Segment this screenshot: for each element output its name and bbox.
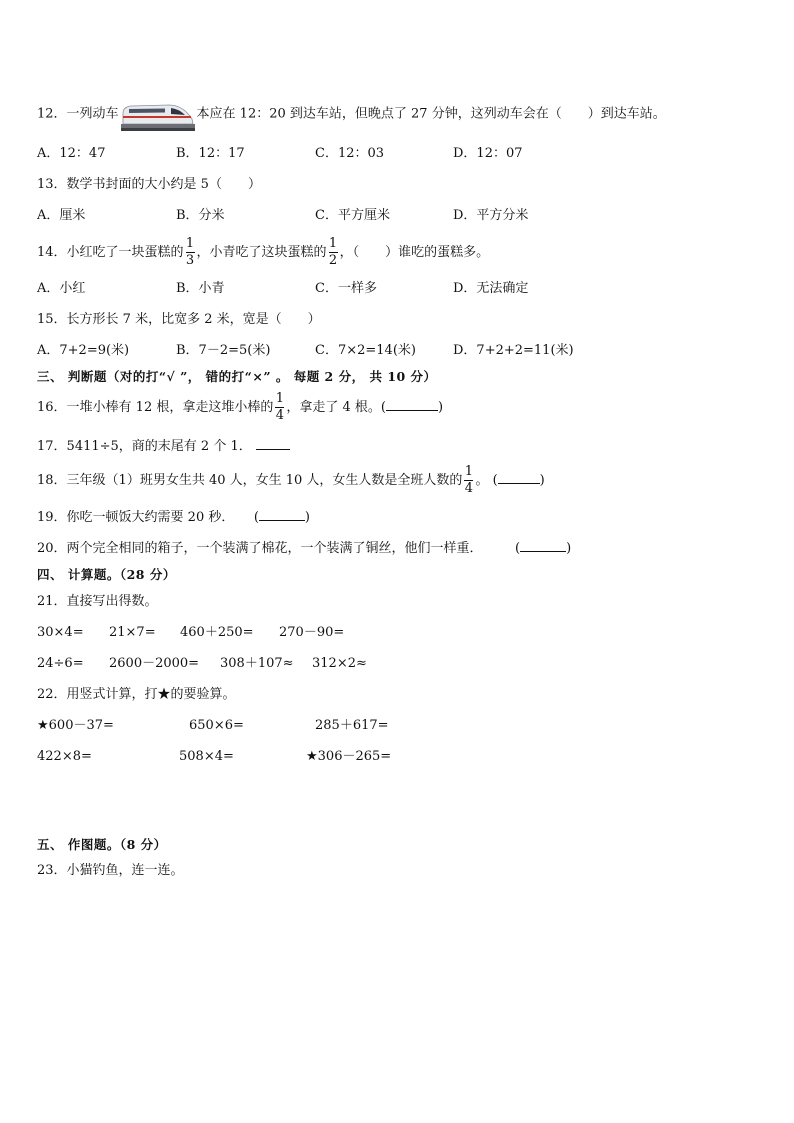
q19-answer-blank[interactable] — [259, 520, 305, 521]
q22-item: 422×8= — [37, 749, 92, 764]
question-12 — [37, 97, 666, 131]
q12-text-before: 12．一列动车 — [37, 106, 119, 122]
q20-part1: 20．两个完全相同的箱子，一个装满了棉花，一个装满了铜丝，他们一样重． ( — [37, 541, 521, 556]
q18-frac-den: 4 — [464, 481, 474, 496]
q17-answer-blank[interactable] — [256, 449, 290, 450]
question-18 — [37, 464, 545, 498]
q14-option-a[interactable]: A．小红 — [37, 281, 86, 296]
q21-item: 30×4= — [37, 625, 84, 640]
q19-part1: 19．你吃一顿饭大约需要 20 秒． ( — [37, 510, 259, 525]
q16-part1: 16．一堆小棒有 12 根，拿走这堆小棒的 — [37, 400, 274, 415]
fraction-one-quarter — [275, 392, 284, 423]
q14-part1: 14．小红吃了一块蛋糕的 — [37, 245, 184, 260]
q15-option-a[interactable]: A．7+2=9(米) — [37, 343, 130, 358]
q15-option-b[interactable]: B．7－2=5(米) — [176, 343, 271, 358]
q15-option-d[interactable]: D．7+2+2=11(米) — [453, 343, 574, 358]
q16-frac-num: 1 — [275, 391, 284, 406]
q20-part2: ) — [566, 541, 572, 556]
q14-part2: ，小青吃了这块蛋糕的 — [196, 245, 327, 260]
q12-option-c[interactable]: C．12：03 — [315, 146, 385, 161]
section-4-heading: 四、 计算题。（28 分） — [37, 567, 176, 582]
q13-option-c[interactable]: C．平方厘米 — [315, 208, 390, 223]
question-21: 21．直接写出得数。 — [37, 594, 158, 609]
question-20 — [37, 540, 571, 558]
q14-option-d[interactable]: D．无法确定 — [453, 281, 529, 296]
q21-item: 312×2≈ — [312, 656, 367, 671]
q12-option-d[interactable]: D．12：07 — [453, 146, 523, 161]
q22-item: 650×6= — [189, 718, 244, 733]
question-16 — [37, 391, 443, 425]
q14-frac2-num: 1 — [328, 236, 338, 251]
section-5-heading: 五、 作图题。（8 分） — [37, 837, 167, 852]
q14-option-c[interactable]: C．一样多 — [315, 281, 377, 296]
question-19 — [37, 509, 310, 527]
q12-option-a[interactable]: A．12：47 — [37, 146, 106, 161]
q21-item: 308＋107≈ — [220, 656, 294, 671]
q16-frac-den: 4 — [275, 408, 284, 423]
q22-item: 508×4= — [179, 749, 234, 764]
q21-item: 270－90= — [279, 625, 345, 640]
q15-option-c[interactable]: C．7×2=14(米) — [315, 343, 416, 358]
q19-part2: ) — [304, 510, 310, 525]
q14-frac1-num: 1 — [185, 236, 195, 251]
q21-item: 24÷6= — [37, 656, 84, 671]
q21-item: 2600－2000= — [109, 656, 200, 671]
q16-answer-blank[interactable] — [386, 410, 438, 411]
question-17 — [37, 438, 290, 456]
q13-option-d[interactable]: D．平方分米 — [453, 208, 529, 223]
high-speed-train-image — [121, 97, 195, 131]
question-15: 15．长方形长 7 米，比宽多 2 米，宽是（ ） — [37, 312, 321, 327]
q18-answer-blank[interactable] — [498, 483, 540, 484]
fraction-one-quarter — [464, 465, 473, 496]
question-13: 13．数学书封面的大小约是 5（ ） — [37, 177, 261, 192]
q12-text-after: 本应在 12：20 到达车站，但晚点了 27 分钟，这列动车会在（ ）到达车站。 — [196, 106, 666, 122]
q14-part3: ，（ ）谁吃的蛋糕多。 — [339, 245, 490, 260]
question-22: 22．用竖式计算，打★的要验算。 — [37, 687, 236, 702]
fraction-one-half — [329, 237, 338, 268]
q18-part3: ) — [539, 473, 545, 488]
q17-text: 17．5411÷5，商的末尾有 2 个 1． — [37, 439, 252, 454]
q18-part2: 。 ( — [475, 473, 498, 488]
q18-part1: 18．三年级（1）班男女生共 40 人，女生 10 人，女生人数是全班人数的 — [37, 473, 463, 488]
q13-option-b[interactable]: B．分米 — [176, 208, 225, 223]
q14-frac1-den: 3 — [185, 253, 195, 268]
q22-item: ★306－265= — [306, 749, 392, 764]
q21-item: 21×7= — [109, 625, 156, 640]
q22-item: 285＋617= — [315, 718, 389, 733]
q14-option-b[interactable]: B．小青 — [176, 281, 225, 296]
q18-frac-num: 1 — [464, 464, 474, 479]
q16-part2: ，拿走了 4 根。( — [286, 400, 386, 415]
section-3-heading: 三、 判断题（对的打“√ ”， 错的打“×” 。 每题 2 分， 共 10 分） — [37, 369, 437, 384]
q13-option-a[interactable]: A．厘米 — [37, 208, 86, 223]
question-14 — [37, 236, 489, 270]
q21-item: 460＋250= — [180, 625, 254, 640]
q16-part3: ) — [437, 400, 444, 415]
q12-option-b[interactable]: B．12：17 — [176, 146, 245, 161]
q22-item: ★600－37= — [37, 718, 114, 733]
fraction-one-third — [186, 237, 195, 268]
question-23: 23．小猫钓鱼，连一连。 — [37, 863, 184, 878]
q20-answer-blank[interactable] — [520, 551, 566, 552]
q14-frac2-den: 2 — [328, 253, 338, 268]
